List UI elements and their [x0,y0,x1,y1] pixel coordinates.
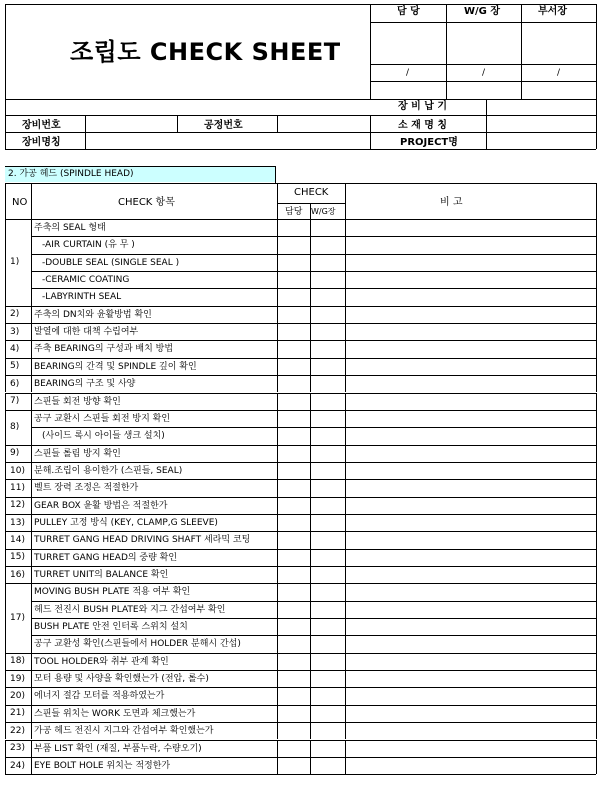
grid-line [31,635,596,636]
grid-line [277,340,278,357]
grid-line [596,462,597,479]
grid-line [370,64,596,65]
grid-line [5,306,6,323]
grid-line [31,479,32,496]
check-item-text: 가공 헤드 전진시 지그와 간섭여부 확인했는가 [34,726,214,737]
grid-line [310,410,311,445]
grid-line [5,375,6,392]
grid-line [370,81,596,82]
grid-line [310,462,311,479]
grid-line [486,99,487,149]
check-item-text: TURRET GANG HEAD DRIVING SHAFT 세라믹 코팅 [34,535,251,546]
grid-line [31,687,32,704]
grid-line [596,653,597,670]
grid-line [345,653,346,670]
grid-line [277,583,278,652]
grid-line [5,132,596,133]
grid-line [310,393,311,410]
item-number: 2) [10,309,20,320]
check-item-text: -CERAMIC COATING [42,275,130,286]
grid-line [5,183,6,219]
grid-line [596,358,597,375]
item-number: 13) [10,517,25,528]
grid-line [596,323,597,340]
grid-line [5,340,6,357]
grid-line [596,705,597,722]
grid-line [310,583,311,652]
grid-line [5,687,6,704]
item-number: 8) [10,422,20,433]
approval-header-manager: 부서장 [538,6,567,17]
grid-line [31,427,596,428]
grid-line [5,115,596,116]
col-header-remarks: 비 고 [440,197,463,208]
grid-line [277,479,278,496]
grid-line [31,757,32,774]
item-number: 14) [10,534,25,545]
grid-line [345,583,346,652]
grid-line [31,445,32,462]
grid-line [310,219,311,306]
grid-line [5,757,6,774]
grid-line [345,531,346,548]
item-number: 20) [10,691,25,702]
grid-line [5,514,6,531]
check-item-text: BEARING의 간격 및 SPINDLE 깊이 확인 [34,361,197,372]
grid-line [5,705,6,722]
project-label: PROJECT명 [400,137,458,148]
grid-line [277,115,278,132]
equipment-no-label: 장비번호 [22,120,61,131]
grid-line [596,219,597,306]
grid-line [310,531,311,548]
grid-line [275,166,276,183]
grid-line [5,375,596,376]
item-number: 1) [10,257,20,268]
grid-line [277,687,278,704]
grid-line [446,4,447,99]
grid-line [277,514,278,531]
grid-line [5,549,6,566]
equipment-name-label: 장비명칭 [22,137,61,148]
check-item-text: PULLEY 고정 방식 (KEY, CLAMP,G SLEEVE) [34,517,218,528]
grid-line [596,375,597,392]
grid-line [345,306,346,323]
item-number: 6) [10,378,20,389]
check-item-text: (사이드 록시 아이들 생크 설치) [42,431,165,442]
grid-line [31,288,596,289]
grid-line [370,22,596,23]
item-number: 15) [10,552,25,563]
check-item-text: TURRET GANG HEAD의 중량 확인 [34,552,178,563]
item-number: 18) [10,656,25,667]
approval-header-staff: 담 당 [397,6,420,17]
grid-line [310,670,311,687]
grid-line [5,358,6,375]
grid-line [345,687,346,704]
grid-line [277,323,278,340]
grid-line [31,670,32,687]
grid-line [277,183,278,219]
grid-line [345,375,346,392]
grid-line [596,670,597,687]
grid-line [596,306,597,323]
grid-line [31,323,32,340]
grid-line [596,514,597,531]
item-number: 16) [10,569,25,580]
grid-line [345,514,346,531]
grid-line [5,774,596,775]
process-no-label: 공정번호 [204,120,243,131]
grid-line [5,323,596,324]
check-item-text: 스핀들 위치는 WORK 도면과 체크했는가 [34,708,196,719]
check-item-text: 에너지 절감 모터를 적용하였는가 [34,691,165,702]
grid-line [277,306,278,323]
check-item-text: -AIR CURTAIN (유 무 ) [42,240,135,251]
grid-line [596,410,597,445]
grid-line [5,393,596,394]
check-item-text: 발열에 대한 대책 수립여부 [34,327,139,338]
grid-line [277,410,278,445]
grid-line [5,115,6,149]
grid-line [277,497,278,514]
grid-line [277,462,278,479]
grid-line [31,497,32,514]
check-item-text: 모터 용량 및 사양을 확인했는가 (전압, 롤수) [34,674,209,685]
check-item-text: TOOL HOLDER와 취부 관계 확인 [34,656,169,667]
grid-line [31,740,32,757]
grid-line [5,531,596,532]
grid-line [370,4,371,99]
grid-line [310,375,311,392]
check-item-text: 헤드 전진시 BUSH PLATE와 지그 간섭여부 확인 [34,604,226,615]
grid-line [31,653,32,670]
check-item-text: -LABYRINTH SEAL [42,292,122,303]
item-number: 3) [10,326,20,337]
grid-line [5,410,6,445]
grid-line [310,740,311,757]
grid-line [277,653,278,670]
item-number: 22) [10,725,25,736]
grid-line [596,549,597,566]
grid-line [31,358,32,375]
grid-line [596,115,597,149]
grid-line [31,183,32,219]
item-number: 5) [10,361,20,372]
grid-line [5,722,6,739]
grid-line [31,618,596,619]
check-item-text: 벨트 장력 조정은 적절한가 [34,483,139,494]
grid-line [31,219,32,306]
approval-date-manager: / [557,68,561,78]
grid-line [521,4,522,99]
grid-line [5,653,596,654]
grid-line [596,393,597,410]
check-item-text: 분해.조립이 용이한가 (스핀들, SEAL) [34,465,183,476]
col-header-check-staff: 담당 [285,207,303,217]
check-item-text: 스핀들 롤림 방지 확인 [34,448,121,459]
grid-line [5,479,596,480]
grid-line [310,549,311,566]
grid-line [596,531,597,548]
grid-line [277,393,278,410]
grid-line [31,340,32,357]
item-number: 9) [10,448,20,459]
check-item-text: 주축 BEARING의 구성과 배치 방법 [34,344,174,355]
grid-line [31,236,596,237]
grid-line [345,566,346,583]
grid-line [31,549,32,566]
item-number: 24) [10,760,25,771]
check-item-text: BUSH PLATE 안전 인터록 스위치 설치 [34,622,188,633]
grid-line [277,445,278,462]
grid-line [310,722,311,739]
grid-line [345,549,346,566]
approval-date-staff: / [406,68,410,78]
grid-line [277,670,278,687]
grid-line [310,358,311,375]
check-item-text: 부품 LIST 확인 (재질, 부품누락, 수량오기) [34,743,202,754]
grid-line [345,219,346,306]
grid-line [310,479,311,496]
grid-line [345,183,346,219]
col-header-item: CHECK 항목 [118,197,175,208]
grid-line [310,687,311,704]
grid-line [31,514,32,531]
grid-line [5,323,6,340]
grid-line [5,497,596,498]
grid-line [31,410,32,445]
grid-line [5,462,596,463]
grid-line [345,479,346,496]
grid-line [345,705,346,722]
grid-line [5,687,596,688]
grid-line [370,115,371,149]
grid-line [345,497,346,514]
grid-line [177,115,178,132]
grid-line [345,393,346,410]
grid-line [5,670,596,671]
grid-line [596,497,597,514]
check-item-text: EYE BOLT HOLE 위치는 적정한가 [34,760,171,771]
grid-line [345,340,346,357]
item-number: 19) [10,673,25,684]
grid-line [277,566,278,583]
grid-line [31,254,596,255]
col-header-no: NO [12,197,28,208]
check-item-text: 주축의 DN치와 윤활방법 확인 [34,309,152,320]
grid-line [31,306,32,323]
grid-line [310,497,311,514]
grid-line [277,203,345,204]
grid-line [31,722,32,739]
grid-line [5,566,596,567]
grid-line [5,653,6,670]
grid-line [5,219,596,220]
grid-line [5,566,6,583]
grid-line [5,4,596,5]
grid-line [5,722,596,723]
grid-line [31,375,32,392]
check-item-text: TURRET UNIT의 BALANCE 확인 [34,570,169,580]
grid-line [5,705,596,706]
item-number: 4) [10,344,20,355]
grid-line [5,410,596,411]
check-item-text: GEAR BOX 윤활 방법은 적절한가 [34,500,168,511]
grid-line [596,583,597,652]
item-number: 12) [10,500,25,511]
grid-line [5,740,596,741]
grid-line [5,757,596,758]
grid-line [277,722,278,739]
grid-line [345,670,346,687]
approval-date-wg: / [482,68,486,78]
grid-line [310,323,311,340]
grid-line [596,479,597,496]
grid-line [5,670,6,687]
grid-line [5,549,596,550]
grid-line [5,445,596,446]
grid-line [5,340,596,341]
grid-line [310,757,311,774]
approval-header-wg: W/G 장 [464,6,501,17]
grid-line [5,583,596,584]
material-label: 소 재 명 칭 [398,120,448,131]
grid-line [345,323,346,340]
grid-line [5,497,6,514]
grid-line [310,306,311,323]
grid-line [5,531,6,548]
grid-line [5,166,275,167]
check-item-text: -DOUBLE SEAL (SINGLE SEAL ) [42,257,180,268]
check-item-text: 스핀들 회전 방향 확인 [34,396,121,407]
grid-line [31,393,32,410]
grid-line [596,4,597,115]
col-header-check: CHECK [294,187,329,198]
grid-line [596,687,597,704]
grid-line [31,583,32,652]
grid-line [31,705,32,722]
page-title: 조립도 CHECK SHEET [70,38,341,66]
delivery-label: 장 비 납 기 [398,101,448,112]
grid-line [5,462,6,479]
grid-line [596,183,597,219]
grid-line [31,531,32,548]
grid-line [277,705,278,722]
grid-line [5,514,596,515]
grid-line [310,445,311,462]
grid-line [310,705,311,722]
item-number: 21) [10,708,25,719]
grid-line [310,203,311,219]
grid-line [277,531,278,548]
item-number: 10) [10,465,25,476]
grid-line [345,410,346,445]
grid-line [277,757,278,774]
grid-line [277,375,278,392]
item-number: 11) [10,482,25,493]
check-item-text: 주축의 SEAL 형태 [34,223,106,233]
item-number: 23) [10,743,25,754]
grid-line [310,653,311,670]
grid-line [31,271,596,272]
grid-line [596,740,597,757]
grid-line [5,183,596,184]
check-item-text: MOVING BUSH PLATE 적용 여부 확인 [34,587,191,598]
item-number: 7) [10,396,20,407]
grid-line [5,99,596,100]
grid-line [310,566,311,583]
grid-line [277,358,278,375]
grid-line [5,393,6,410]
grid-line [596,340,597,357]
grid-line [277,740,278,757]
grid-line [5,583,6,652]
grid-line [5,358,596,359]
grid-line [310,340,311,357]
grid-line [345,358,346,375]
section-title: 2. 가공 헤드 (SPINDLE HEAD) [8,169,134,179]
grid-line [5,149,596,150]
grid-line [345,445,346,462]
grid-line [310,514,311,531]
grid-line [345,740,346,757]
grid-line [5,306,596,307]
grid-line [5,445,6,462]
check-item-text: 공구 교환시 스핀들 회전 방지 확인 [34,413,171,424]
col-header-check-wg: W/G장 [311,207,336,216]
grid-line [5,740,6,757]
check-item-text: BEARING의 구조 및 사양 [34,379,136,390]
grid-line [31,462,32,479]
grid-line [596,757,597,774]
grid-line [277,219,278,306]
grid-line [596,566,597,583]
grid-line [5,219,6,306]
grid-line [85,115,86,149]
item-number: 17) [10,613,25,624]
grid-line [5,479,6,496]
grid-line [277,549,278,566]
check-item-text: 공구 교환성 확인(스핀들에서 HOLDER 분해시 간섭) [34,639,241,650]
grid-line [345,722,346,739]
grid-line [31,566,32,583]
grid-line [596,722,597,739]
grid-line [596,445,597,462]
grid-line [345,462,346,479]
grid-line [31,601,596,602]
grid-line [345,757,346,774]
